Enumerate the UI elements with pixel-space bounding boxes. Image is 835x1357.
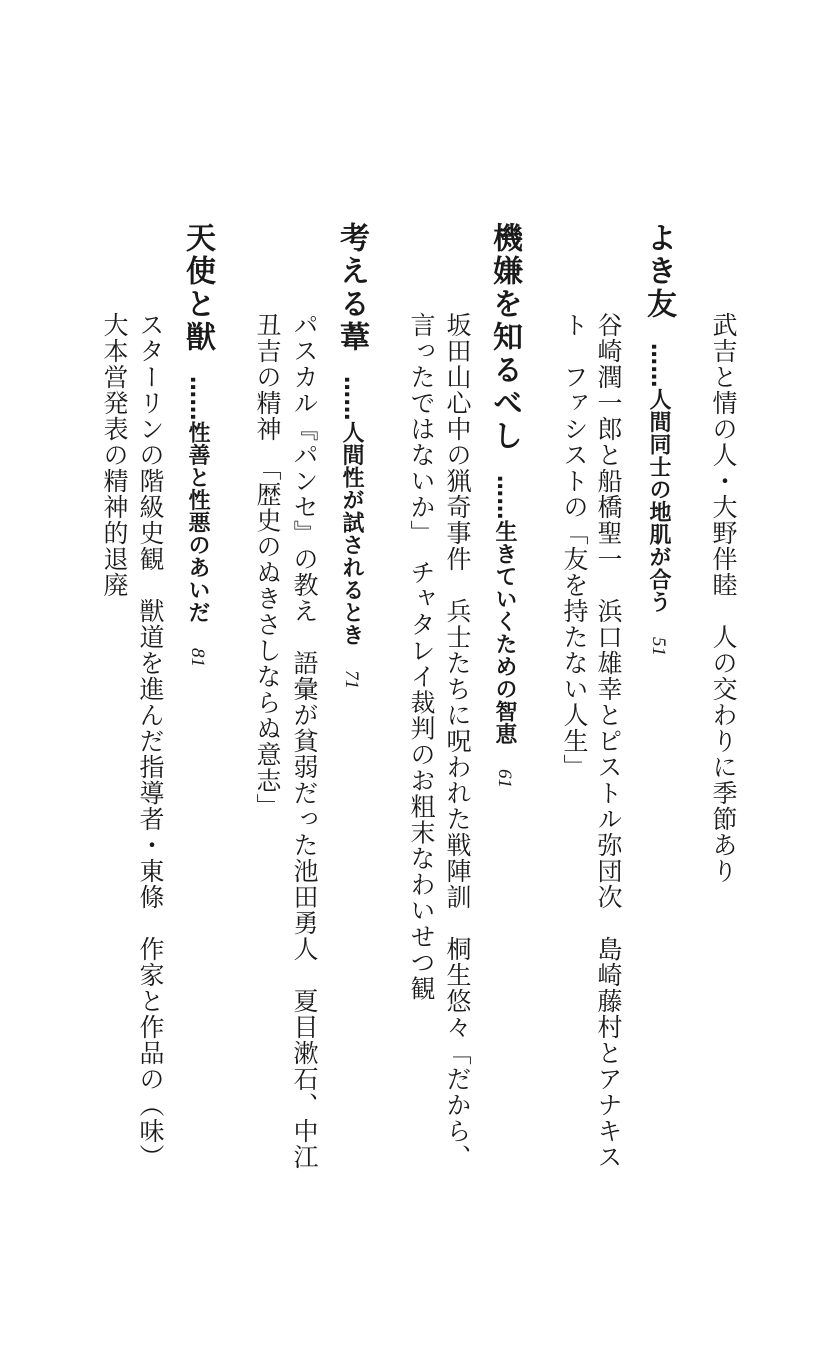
toc-item-text: ト ファシストの「友を持たない人生」 [560,312,589,780]
section-title: よき友 [641,222,676,321]
section-subtitle: ……人間性が試されるとき [339,376,364,646]
toc-item-line [97,312,127,598]
section-heading[interactable] [637,222,676,656]
section-title: 考える葦 [334,222,369,354]
toc-item-line [706,312,736,884]
section-subtitle: ……性善と性悪のあいだ [185,376,210,624]
section-page-number: 51 [648,637,669,656]
section-title: 天使と獣 [180,222,215,354]
section-page-number: 61 [494,769,515,788]
toc-item-text: 武吉と情の人・大野伴睦 人の交わりに季節あり [709,312,738,884]
toc-item-text: スターリンの階級史観 獣道を進んだ指導者・東條 作家と作品の（味） [136,312,165,1170]
toc-item-text: 言ったではないか」 チャタレイ裁判のお粗末なわいせつ観 [407,312,436,1002]
toc-item-text: 谷崎潤一郎と船橋聖一 浜口雄幸とピストル弥団次 島崎藤村とアナキス [594,312,623,1170]
toc-item-text: 坂田山心中の猟奇事件 兵士たちに呪われた戦陣訓 桐生悠々「だから、 [443,312,472,1170]
toc-item-line [133,312,163,1170]
toc-item-text: 大本営発表の精神的退廃 [100,312,129,598]
toc-item-line [591,312,621,1170]
toc-item-line [557,312,587,780]
section-subtitle: ……生きていくための智恵 [492,475,517,745]
toc-item-line [440,312,470,1170]
section-heading[interactable] [176,222,215,667]
toc-item-line [404,312,434,1002]
toc-item-line [287,312,317,1170]
section-title: 機嫌を知るべし [487,222,522,453]
section-subtitle: ……人間同士の地肌が合う [646,343,671,613]
toc-item-line [250,312,280,820]
toc-item-text: 丑吉の精神 「歴史のぬきさしならぬ意志」 [253,312,282,820]
section-page-number: 71 [341,670,362,689]
section-heading[interactable] [330,222,369,689]
section-heading[interactable] [483,222,522,788]
toc-item-text: パスカル『パンセ』の教え 語彙が貧弱だった池田勇人 夏目漱石、中江 [290,312,319,1170]
section-page-number: 81 [187,647,208,667]
